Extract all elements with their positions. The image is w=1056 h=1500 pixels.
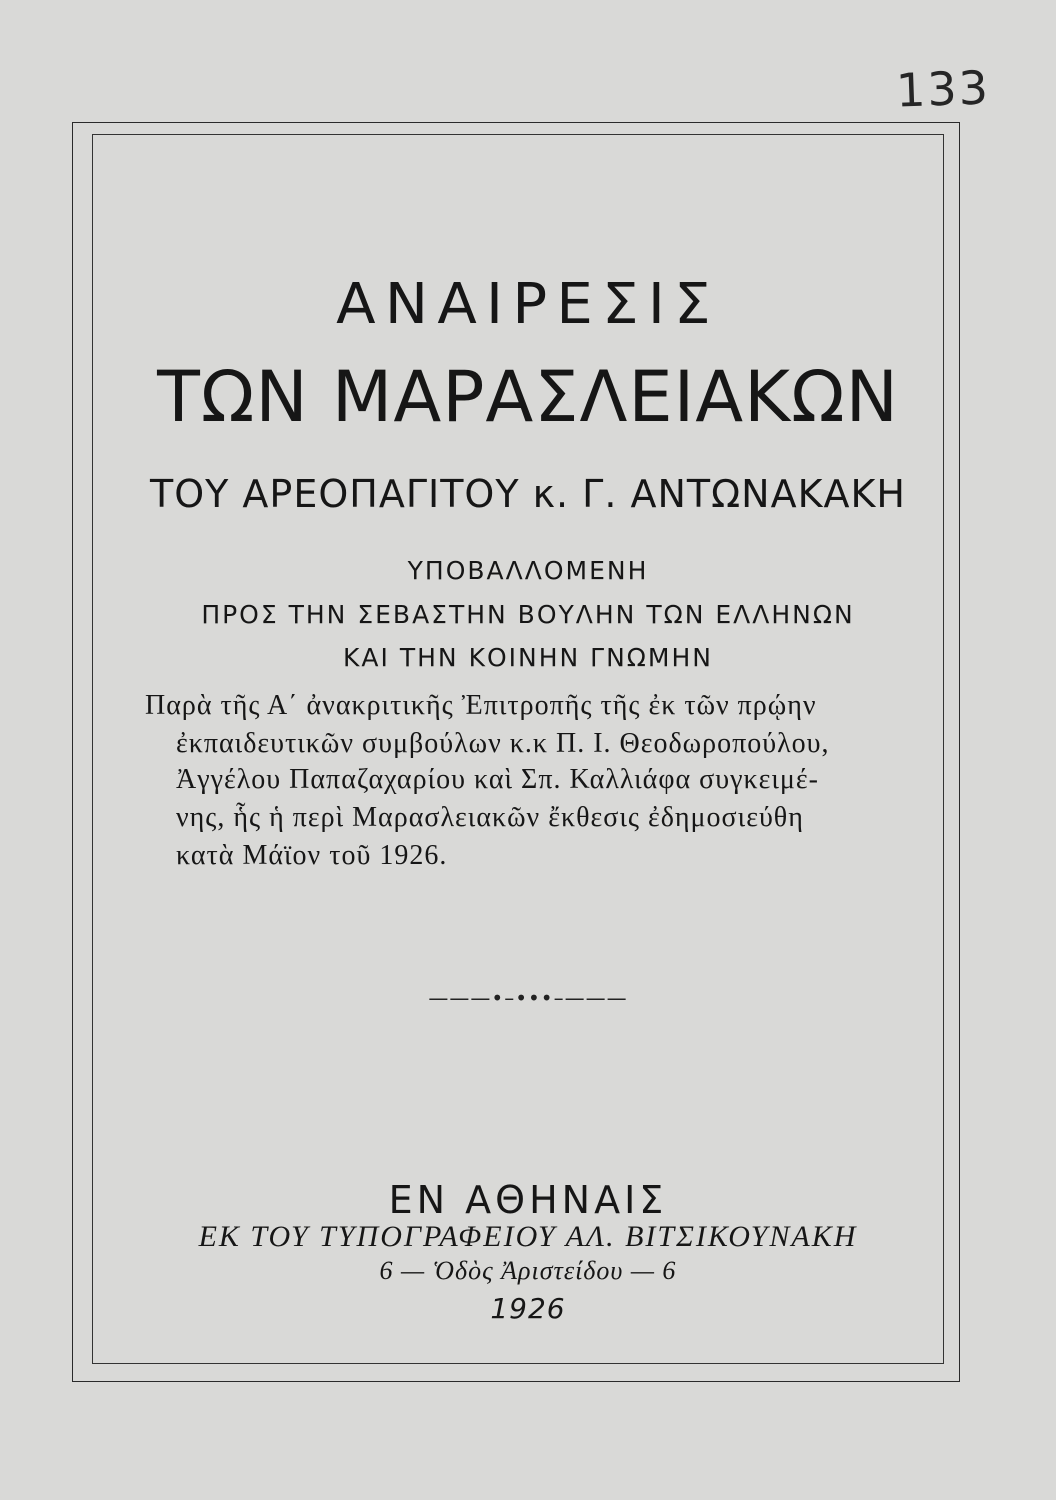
imprint-printer: ΕΚ ΤΟΥ ΤΥΠΟΓΡΑΦΕΙΟΥ ΑΛ. ΒΙΤΣΙΚΟΥΝΑΚΗ — [198, 1220, 858, 1253]
imprint-address: 6 — Ὁδὸς Ἀριστείδου — 6 — [379, 1256, 677, 1285]
subtitle-line-2: ΠΡΟΣ ΤΗΝ ΣΕΒΑΣΤΗΝ ΒΟΥΛΗΝ ΤΩΝ ΕΛΛΗΝΩΝ — [201, 600, 855, 629]
subtitle-line-3: ΚΑΙ ΤΗΝ ΚΟΙΝΗΝ ΓΝΩΜΗΝ — [343, 643, 713, 672]
paragraph-line-2: ἐκπαιδευτικῶν συμβούλων κ.κ Π. Ι. Θεοδωροπούλου, — [176, 728, 830, 759]
imprint-place: ΕΝ ΑΘΗΝΑΙΣ — [388, 1178, 668, 1222]
paragraph-line-5: κατὰ Μάϊον τοῦ 1926. — [176, 840, 448, 871]
paragraph-line-3: Ἀγγέλου Παπαζαχαρίου καὶ Σπ. Καλλιάφα συγκειμέ- — [176, 764, 819, 795]
author-line: ΤΟΥ ΑΡΕΟΠΑΓΙΤΟΥ κ. Γ. ΑΝΤΩΝΑΚΑΚΗ — [150, 472, 906, 516]
main-title-line-1: ΑΝΑΙΡΕΣΙΣ — [336, 272, 720, 337]
main-title-line-2: ΤΩΝ ΜΑΡΑΣΛΕΙΑΚΩΝ — [157, 356, 899, 438]
page-number: 133 — [895, 60, 991, 118]
ornamental-divider: ———•–•••–——— — [428, 986, 628, 1010]
subtitle-line-1: ΥΠΟΒΑΛΛΟΜΕΝΗ — [407, 556, 649, 585]
paragraph-line-1: Παρὰ τῆς Α΄ ἀνακριτικῆς Ἐπιτροπῆς τῆς ἐκ τῶν πρῴην — [145, 690, 817, 721]
imprint-year: 1926 — [490, 1292, 566, 1325]
paragraph-line-4: νης, ἧς ἡ περὶ Μαρασλειακῶν ἔκθεσις ἐδημοσιεύθη — [176, 802, 804, 833]
